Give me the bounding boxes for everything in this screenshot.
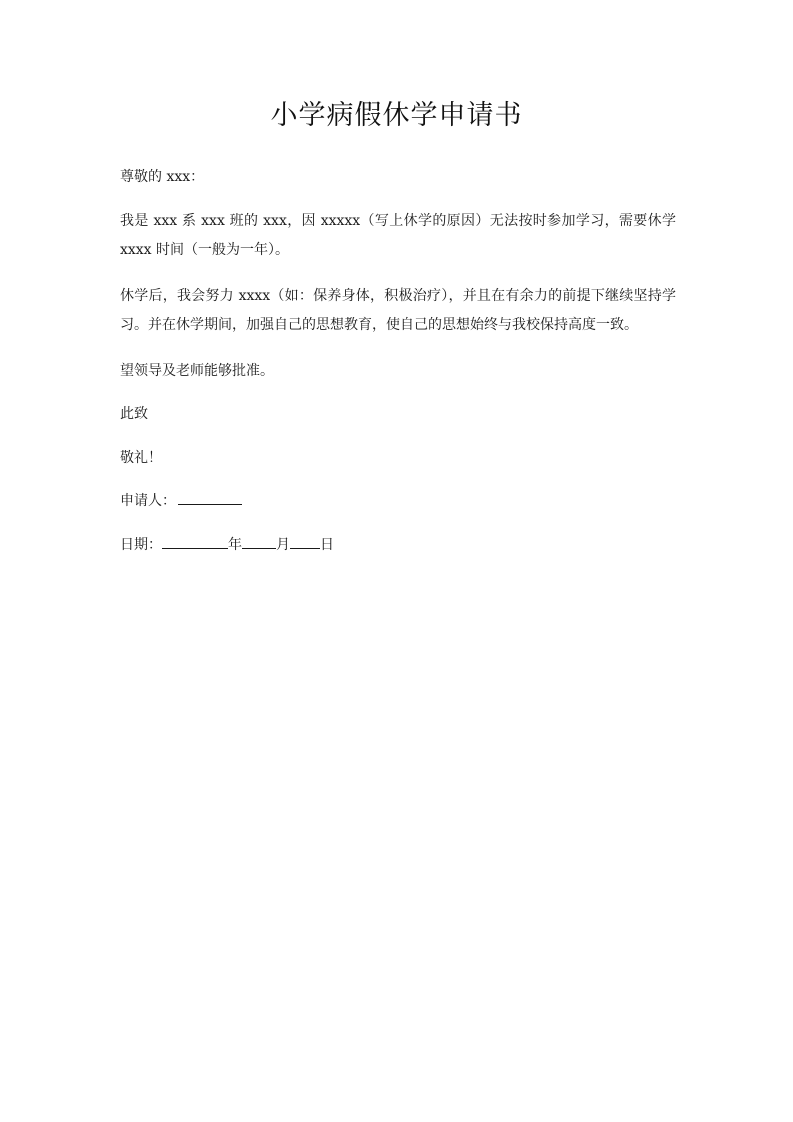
month-label: 月 [276,536,290,553]
year-blank [162,534,228,549]
request-line: 望领导及老师能够批准。 [120,362,274,379]
paragraph-reason: 我是 xxx 系 xxx 班的 xxx，因 xxxxx（写上休学的原因）无法按时参加学习，需要休学 xxxx 时间（一般为一年）。 [120,212,676,258]
date-label: 日期： [120,536,162,553]
salutation: 尊敬的 xxx： [120,169,205,185]
day-label: 日 [320,536,334,553]
document-body [120,163,676,574]
closing-line-2: 敬礼！ [120,449,162,466]
year-label: 年 [228,536,242,553]
applicant-signature-blank [178,490,242,505]
day-blank [290,534,320,549]
month-blank [242,534,276,549]
applicant-line [120,487,676,517]
document-title: 小学病假休学申请书 [270,100,523,131]
date-line [120,531,676,561]
applicant-label: 申请人： [120,493,176,509]
closing-line-1: 此致 [120,406,148,422]
paragraph-commitment: 休学后，我会努力 xxxx（如：保养身体，积极治疗），并且在有余力的前提下继续坚持学习。并在休学期间，加强自己的思想教育，使自己的思想始终与我校保持高度一致。 [120,287,676,333]
